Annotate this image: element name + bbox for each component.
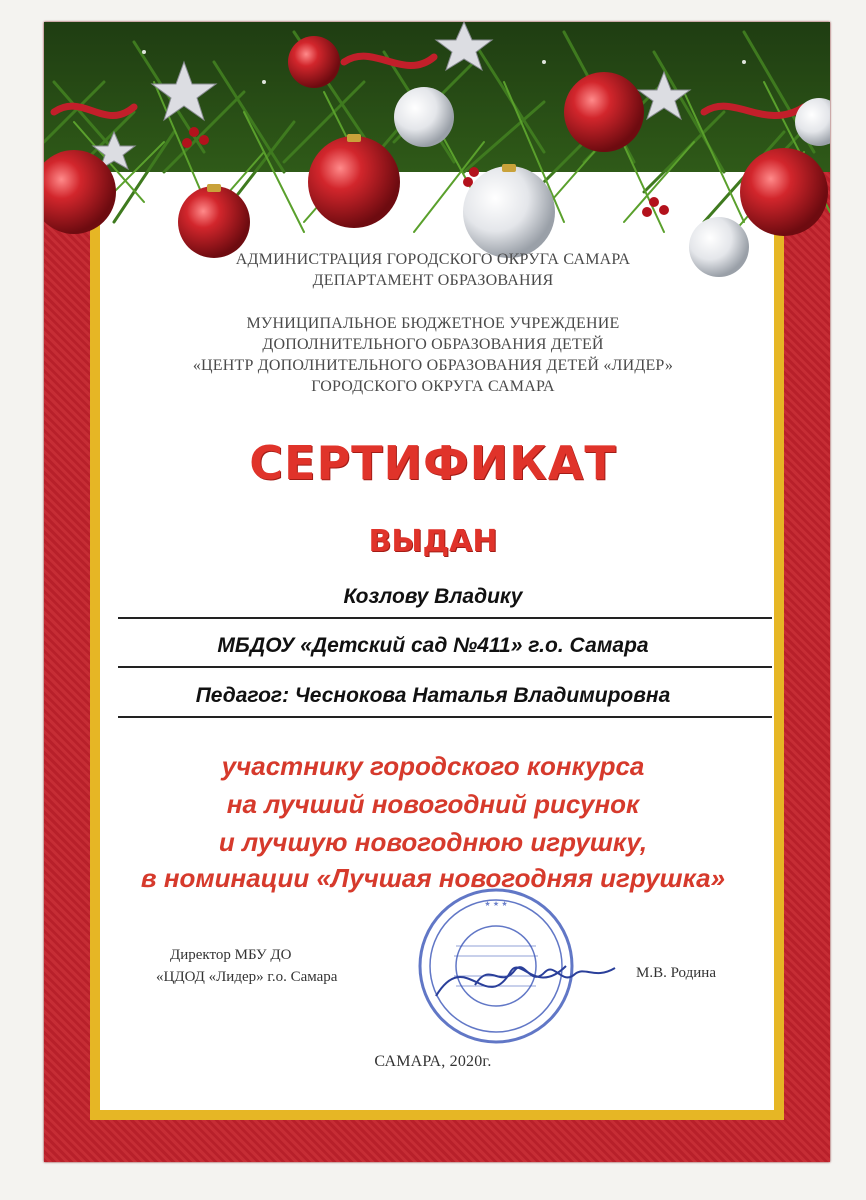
svg-text:★ ★ ★: ★ ★ ★ xyxy=(484,900,508,908)
director-name: М.В. Родина xyxy=(636,965,716,981)
christmas-garland-decoration xyxy=(44,22,830,282)
institution-line-3: «ЦЕНТР ДОПОЛНИТЕЛЬНОГО ОБРАЗОВАНИЯ ДЕТЕЙ «ЛИДЕР» xyxy=(192,357,674,374)
director-title-line-1: Директор МБУ ДО xyxy=(170,947,292,963)
admin-line-1: АДМИНИСТРАЦИЯ ГОРОДСКОГО ОКРУГА САМАРА xyxy=(235,251,631,268)
school-name: МБДОУ «Детский сад №411» г.о. Самара xyxy=(217,634,649,657)
institution-line-4: ГОРОДСКОГО ОКРУГА САМАРА xyxy=(311,378,555,395)
certificate-title: СЕРТИФИКАТ xyxy=(249,436,617,490)
teacher-name: Педагог: Чеснокова Наталья Владимировна xyxy=(195,684,671,707)
issued-label: ВЫДАН xyxy=(368,524,498,559)
underline-2 xyxy=(118,666,772,668)
handwritten-signature xyxy=(470,950,620,1000)
admin-line-2: ДЕПАРТАМЕНТ ОБРАЗОВАНИЯ xyxy=(312,272,554,289)
underline-1 xyxy=(118,617,772,619)
director-title-line-2: «ЦДОД «Лидер» г.о. Самара xyxy=(156,969,338,985)
institution-line-1: МУНИЦИПАЛЬНОЕ БЮДЖЕТНОЕ УЧРЕЖДЕНИЕ xyxy=(246,315,620,332)
underline-3 xyxy=(118,716,772,718)
contest-line-4: в номинации «Лучшая новогодняя игрушка» xyxy=(140,863,726,893)
contest-line-2: на лучший новогодний рисунок xyxy=(226,789,640,819)
contest-line-1: участнику городского конкурса xyxy=(221,751,645,781)
contest-line-3: и лучшую новогоднюю игрушку, xyxy=(218,827,648,857)
institution-line-2: ДОПОЛНИТЕЛЬНОГО ОБРАЗОВАНИЯ ДЕТЕЙ xyxy=(262,336,604,353)
recipient-name: Козлову Владику xyxy=(343,585,523,608)
place-and-year: САМАРА, 2020г. xyxy=(374,1053,492,1070)
